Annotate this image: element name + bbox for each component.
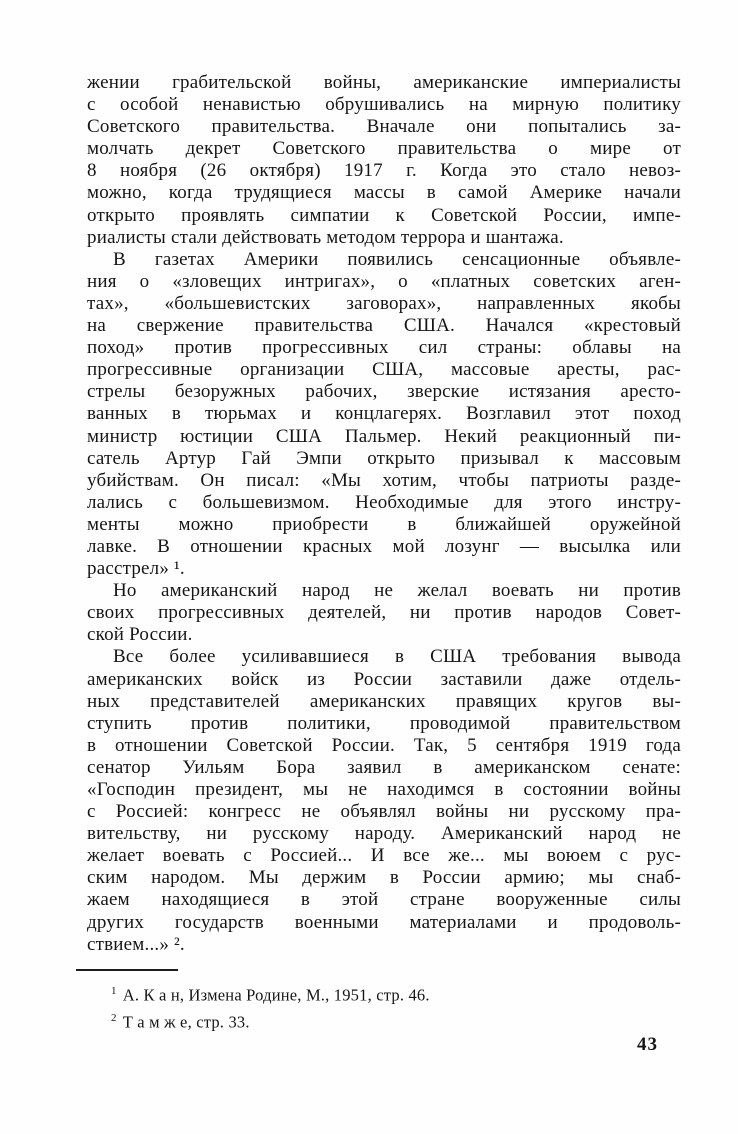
text-line: убийствам. Он писал: «Мы хотим, чтобы патриоты разде- — [87, 469, 681, 491]
text-line: лались с большевизмом. Необходимые для этого инстру- — [87, 491, 681, 513]
text-line: американских войск из России заставили даже отдель- — [87, 668, 681, 690]
text-line: вительству, ни русскому народу. Американский народ не — [87, 823, 681, 845]
footnote-line — [87, 980, 681, 1007]
text-line: «Господин президент, мы не находимся в состоянии войны — [87, 779, 681, 800]
text-line: риалисты стали действовать методом террора и шантажа. — [87, 226, 564, 248]
text-line: менты можно приобрести в ближайшей оружейной — [87, 513, 681, 535]
text-line: с особой ненавистью обрушивались на мирную политику — [87, 94, 681, 116]
footnote-separator — [76, 969, 178, 971]
footnote-marker: 2 — [111, 1012, 117, 1024]
text-line: В газетах Америки появились сенсационные объявле- — [113, 248, 681, 270]
text-line: сенатор Уильям Бора заявил в американском сенате: — [87, 756, 681, 778]
footnotes — [87, 980, 681, 1034]
text-line: открыто проявлять симпатии к Советской России, импе- — [87, 204, 681, 226]
text-line: прогрессивные организации США, массовые аресты, рас- — [87, 359, 681, 381]
text-line: Все более усиливавшиеся в США требования вывода — [113, 646, 681, 668]
text-line: ных представителей американских правящих кругов вы- — [87, 690, 681, 712]
text-line: ским народом. Мы держим в России армию; мы снаб- — [87, 867, 681, 889]
text-line: расстрел» ¹. — [87, 558, 185, 580]
footnote-marker: 1 — [111, 985, 117, 997]
text-line: поход» против прогрессивных сил страны: облавы на — [87, 337, 681, 359]
text-line: молчать декрет Советского правительства о мире от — [87, 138, 681, 160]
text-line: 8 ноября (26 октября) 1917 г. Когда это стало невоз- — [87, 160, 681, 182]
text-line: ния о «зловещих интригах», о «платных советских аген- — [87, 270, 681, 292]
text-line: Но американский народ не желал воевать ни против — [113, 580, 681, 602]
text-line: Советского правительства. Вначале они попытались за- — [87, 116, 681, 138]
footnote-line — [87, 1007, 681, 1034]
text-line: желает воевать с Россией... И все же... мы воюем с рус- — [87, 845, 681, 867]
text-line: на свержение правительства США. Начался «крестовый — [87, 315, 681, 337]
page-number: 43 — [637, 1034, 658, 1055]
text-line: тах», «большевистских заговорах», направленных якобы — [87, 292, 681, 314]
text-line: жаем находящиеся в этой стране вооруженные силы — [87, 889, 681, 911]
text-line: ступить против политики, проводимой правительством — [87, 712, 681, 734]
body-text — [87, 72, 681, 956]
text-line: с Россией: конгресс не объявлял войны ни русскому пра- — [87, 801, 681, 823]
text-line: своих прогрессивных деятелей, ни против народов Совет- — [87, 602, 681, 624]
footnote-text: Т а м ж е, стр. 33. — [122, 1012, 250, 1032]
text-line: в отношении Советской России. Так, 5 сентября 1919 года — [87, 734, 681, 756]
text-line: ской России. — [87, 624, 193, 646]
text-line: можно, когда трудящиеся массы в самой Америке начали — [87, 182, 681, 204]
text-line: ванных в тюрьмах и концлагерях. Возглавил этот поход — [87, 403, 681, 425]
text-line: сатель Артур Гай Эмпи открыто призывал к массовым — [87, 447, 681, 469]
text-line: лавке. В отношении красных мой лозунг — высылка или — [87, 535, 681, 557]
text-line: жении грабительской войны, американские империалисты — [87, 72, 681, 93]
text-line: министр юстиции США Пальмер. Некий реакционный пи- — [87, 425, 681, 447]
footnote-text: А. К а н, Измена Родине, М., 1951, стр. 46. — [122, 985, 430, 1005]
text-line: ствием...» ². — [87, 933, 185, 955]
text-line: стрелы безоружных рабочих, зверские истязания аресто- — [87, 381, 681, 403]
text-line: других государств военными материалами и продоволь- — [87, 911, 681, 933]
